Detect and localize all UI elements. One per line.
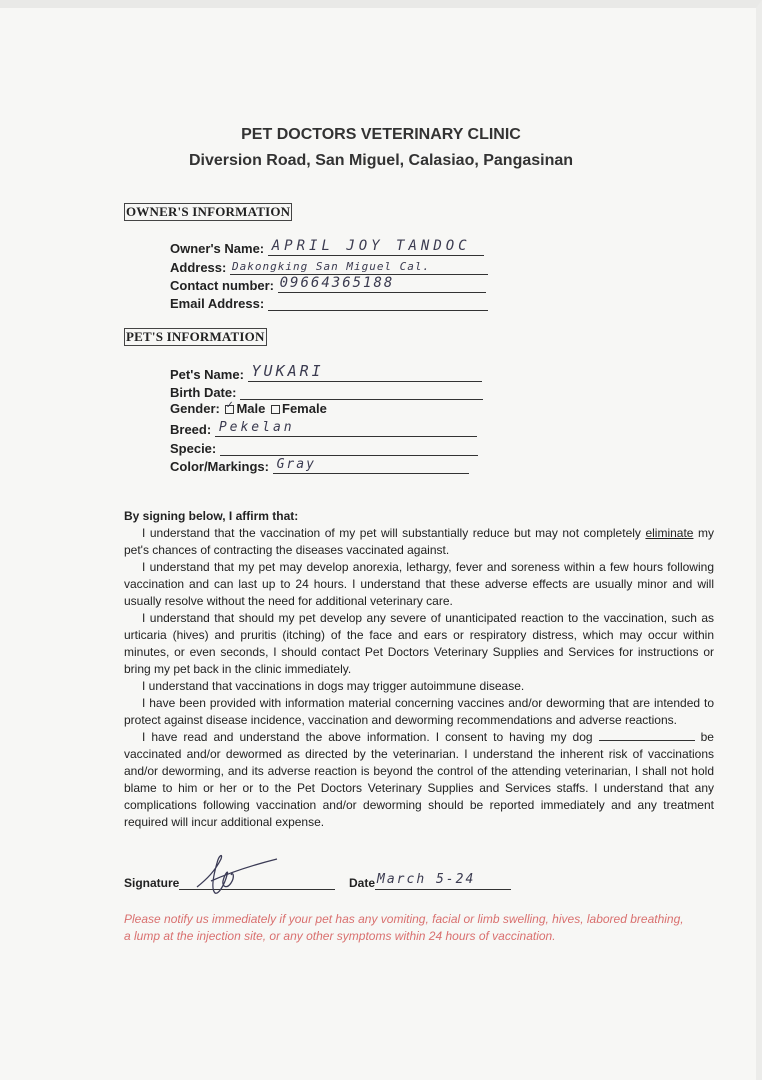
email-address-field[interactable] [170,293,488,311]
pet-name-field[interactable] [170,364,482,382]
date-line [375,874,511,890]
affirm-p6-text-end: be vaccinated and/or dewormed as directed by the veterinarian. I understand the inherent risk of vaccinations and/or deworming, and its adverse reaction is beyond the control of the attending veterinarian, I shall not hold blame to him or her or to the Pet Doctors Veterinary Supplies and Services staffs. I understand that any complications following vaccination and/or deworming should be reported immediately and any treatment required will incur additional expense. [124,730,714,829]
gender-label: Gender: [170,401,220,416]
breed-field[interactable] [170,419,477,437]
owner-address-label: Address: [170,260,227,275]
owner-name-field[interactable] [170,238,484,256]
breed-value: Pekelan [218,420,295,435]
female-checkbox[interactable] [271,405,280,414]
affirm-paragraph-5: I have been provided with information material concerning vaccines and/or deworming that are intended to protect against disease incidence, vaccination and deworming recommendations and adverse reactions. [124,696,714,727]
owner-section-title: OWNER'S INFORMATION [126,204,291,219]
affirm-p1-text: I understand that the vaccination of my pet will substantially reduce but may not completely [142,526,646,540]
birth-date-field[interactable] [170,382,483,400]
affirm-p1-text-end: my pet's chances of contracting the diseases vaccinated against. [124,526,714,557]
color-markings-field[interactable] [170,456,469,474]
color-markings-line [273,456,469,474]
signature-scribble-icon [189,849,285,899]
breed-label: Breed: [170,422,212,437]
pet-name-line [248,364,482,382]
breed-line [215,419,477,437]
affirmation-block [124,508,714,831]
clinic-address: Diversion Road, San Miguel, Calasiao, Pangasinan [188,152,574,169]
signature-field[interactable] [124,874,335,890]
affirm-paragraph-3: I understand that should my pet develop any severe of unanticipated reaction to the vaccination, such as urticaria (hives) and pruritis (itching) of the face and ears or respiratory distress, which may occur within minutes, or even seconds, I should contact Pet Doctors Veterinary Supplies and Services for instructions or bring my pet back in the clinic immediately. [124,611,714,676]
affirm-paragraph-2: I understand that my pet may develop anorexia, lethargy, fever and soreness within a few hours following vaccination and can last up to 24 hours. I understand that these adverse effects are usually minor and will usually resolve without the need for additional veterinary care. [124,560,714,608]
dog-name-blank[interactable] [599,729,695,741]
affirm-paragraph-6 [124,729,714,831]
contact-number-label: Contact number: [170,278,274,293]
owner-name-line [268,238,484,256]
male-label: Male [236,401,266,416]
affirm-p6-text: I have read and understand the above information. I consent to having my dog [142,730,599,744]
owner-name-label: Owner's Name: [170,241,265,256]
specie-label: Specie: [170,441,217,456]
color-markings-value: Gray [276,457,316,472]
post-vaccination-notice: Please notify us immediately if your pet has any vomiting, facial or limb swelling, hives, labored breathing, a lump at the injection site, or any other symptoms within 24 hours of vaccination. [124,912,684,943]
pet-name-value: YUKARI [251,362,324,380]
contact-number-value: 09664365188 [279,275,395,291]
email-address-line [268,293,488,311]
gender-field [170,401,327,419]
contact-number-line [278,275,486,293]
check-mark-icon: ✓ [225,399,234,411]
affirm-paragraph-4: I understand that vaccinations in dogs may trigger autoimmune disease. [142,679,525,693]
date-label: Date [349,876,376,890]
affirm-p1-underlined: eliminate [645,526,694,540]
date-value: March 5-24 [377,872,476,887]
contact-number-field[interactable] [170,275,486,293]
owner-address-value: Dakongking San Miguel Cal. [231,260,431,273]
specie-line [220,438,478,456]
clinic-name: PET DOCTORS VETERINARY CLINIC [241,126,521,143]
birth-date-line [240,382,483,400]
email-address-label: Email Address: [170,296,265,311]
female-label: Female [282,401,327,416]
pet-name-label: Pet's Name: [170,367,244,382]
owner-address-field[interactable] [170,257,488,275]
specie-field[interactable] [170,438,478,456]
owner-address-line [230,257,488,275]
affirmation-heading: By signing below, I affirm that: [124,509,299,523]
pet-section-title: PET'S INFORMATION [126,329,265,344]
birth-date-label: Birth Date: [170,385,237,400]
male-checkbox[interactable] [225,399,234,414]
affirm-paragraph-1 [124,525,714,559]
color-markings-label: Color/Markings: [170,459,269,474]
date-field[interactable] [349,874,511,890]
owner-name-value: APRIL JOY TANDOC [271,238,471,254]
signature-label: Signature [124,876,180,890]
signature-line [179,874,335,890]
